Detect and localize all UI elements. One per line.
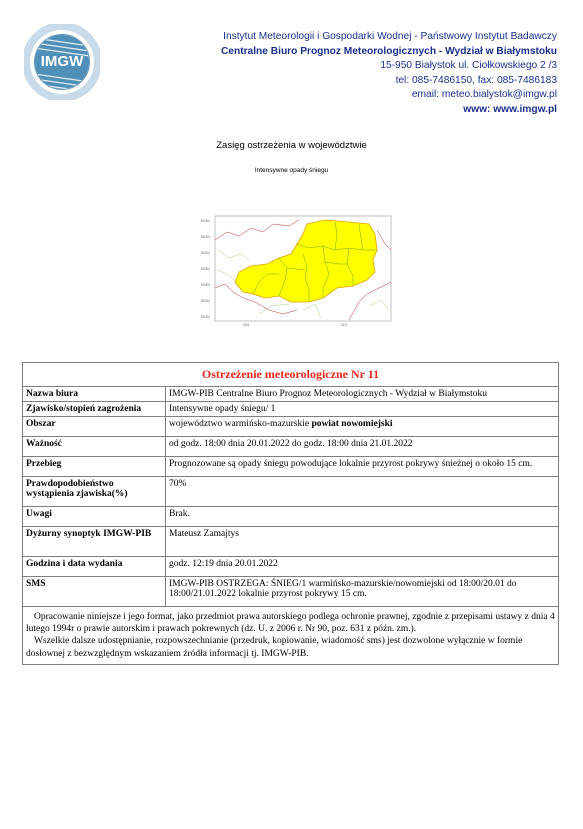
warning-title: Ostrzeżenie meteorologiczne Nr 11 xyxy=(23,363,559,387)
institute-info xyxy=(221,30,557,117)
table-row xyxy=(23,507,559,527)
row-label: Zjawisko/stopień zagrożenia xyxy=(23,402,166,417)
area-region: województwo warmińsko-mazurskie xyxy=(169,419,312,429)
row-label: Nazwa biura xyxy=(23,387,166,402)
institute-name: Instytut Meteorologii i Gospodarki Wodnej - Państwowy Instytut Badawczy xyxy=(223,31,557,42)
lon-label: 20.5 xyxy=(243,323,250,327)
table-row xyxy=(23,557,559,577)
table-row xyxy=(23,577,559,607)
office-phone: tel: 085-7486150, fax: 085-7486183 xyxy=(395,74,557,86)
copyright-note xyxy=(23,607,559,665)
row-value: Mateusz Zamajtys xyxy=(166,527,559,557)
table-row xyxy=(23,387,559,402)
office-email: email: meteo.bialystok@imgw.pl xyxy=(411,89,557,100)
row-label: Obszar xyxy=(23,417,166,437)
map-heading: Zasięg ostrzeżenia w województwie xyxy=(216,140,367,151)
lat-label: 53.4N xyxy=(201,299,210,303)
table-row xyxy=(23,402,559,417)
row-label: SMS xyxy=(23,577,166,607)
row-value: godz. 12:19 dnia 20.01.2022 xyxy=(166,557,559,577)
table-row xyxy=(23,417,559,437)
table-row xyxy=(23,457,559,477)
row-value: Prognozowane są opady śniegu powodujące lokalnie przyrost pokrywy śnieżnej o około 15 cm. xyxy=(166,457,559,477)
office-address: 15-950 Białystok ul. Ciołkowskiego 2 /3 xyxy=(380,60,557,71)
row-label: Dyżurny synoptyk IMGW-PIB xyxy=(23,527,166,557)
office-name: Centralne Biuro Prognoz Meteorologicznych - Wydział w Białymstoku xyxy=(220,45,557,57)
lat-label: 54.0N xyxy=(201,251,210,255)
row-value: IMGW-PIB Centralne Biuro Prognoz Meteorologicznych - Wydział w Białymstoku xyxy=(166,387,559,402)
table-row xyxy=(23,527,559,557)
lat-label: 53.8N xyxy=(201,267,210,271)
map-subheading: Intensywne opady śniegu xyxy=(254,167,329,174)
row-label: Ważność xyxy=(23,437,166,457)
row-label: Prawdopodobieństwo wystąpienia zjawiska(%) xyxy=(23,477,166,507)
row-label: Uwagi xyxy=(23,507,166,527)
row-value: 70% xyxy=(166,477,559,507)
lat-label: 54.2N xyxy=(201,235,210,239)
row-label: Godzina i data wydania xyxy=(23,557,166,577)
logo-text: IMGW xyxy=(40,53,84,70)
row-value: Intensywne opady śniegu/ 1 xyxy=(166,402,559,417)
warning-table xyxy=(22,362,559,665)
copyright-paragraph: Opracowanie niniejsze i jego format, jako przedmiot prawa autorskiego podlega ochronie prawnej, zgodnie z przepisami ustawy z dnia 4 lutego 1994r o prawie autorskim i prawach pokrewnych (dz. U. z 2006 r. Nr 90, poz. 631 z późn. zm.). xyxy=(26,612,555,635)
redistribution-paragraph: Wszelkie dalsze udostępnianie, rozpowszechnianie (przedruk, kopiowanie, wiadomość sms) jest dozwolone wyłącznie w formie dosłownej z bezwzględnym wskazaniem źródła informacji tj. IMGW-PIB. xyxy=(26,636,523,659)
lat-label: 53.6N xyxy=(201,283,210,287)
row-value xyxy=(166,417,559,437)
row-label: Przebieg xyxy=(23,457,166,477)
table-row xyxy=(23,477,559,507)
row-value: od godz. 18:00 dnia 20.01.2022 do godz. 18:00 dnia 21.01.2022 xyxy=(166,437,559,457)
row-value: IMGW-PIB OSTRZEGA: ŚNIEG/1 warmińsko-mazurskie/nowomiejski od 18:00/20.01 do 18:00/21.01.2022 lokalnie przyrost pokrywy 15 cm. xyxy=(166,577,559,607)
lon-label: 22.0 xyxy=(341,323,348,327)
lat-label: 54.4N xyxy=(201,219,210,223)
office-www[interactable]: www: www.imgw.pl xyxy=(463,103,557,115)
lat-label: 53.2N xyxy=(201,315,210,319)
imgw-logo xyxy=(24,24,100,100)
warning-area-map xyxy=(199,210,392,328)
area-county: powiat nowomiejski xyxy=(311,419,393,429)
table-row xyxy=(23,437,559,457)
row-value: Brak. xyxy=(166,507,559,527)
